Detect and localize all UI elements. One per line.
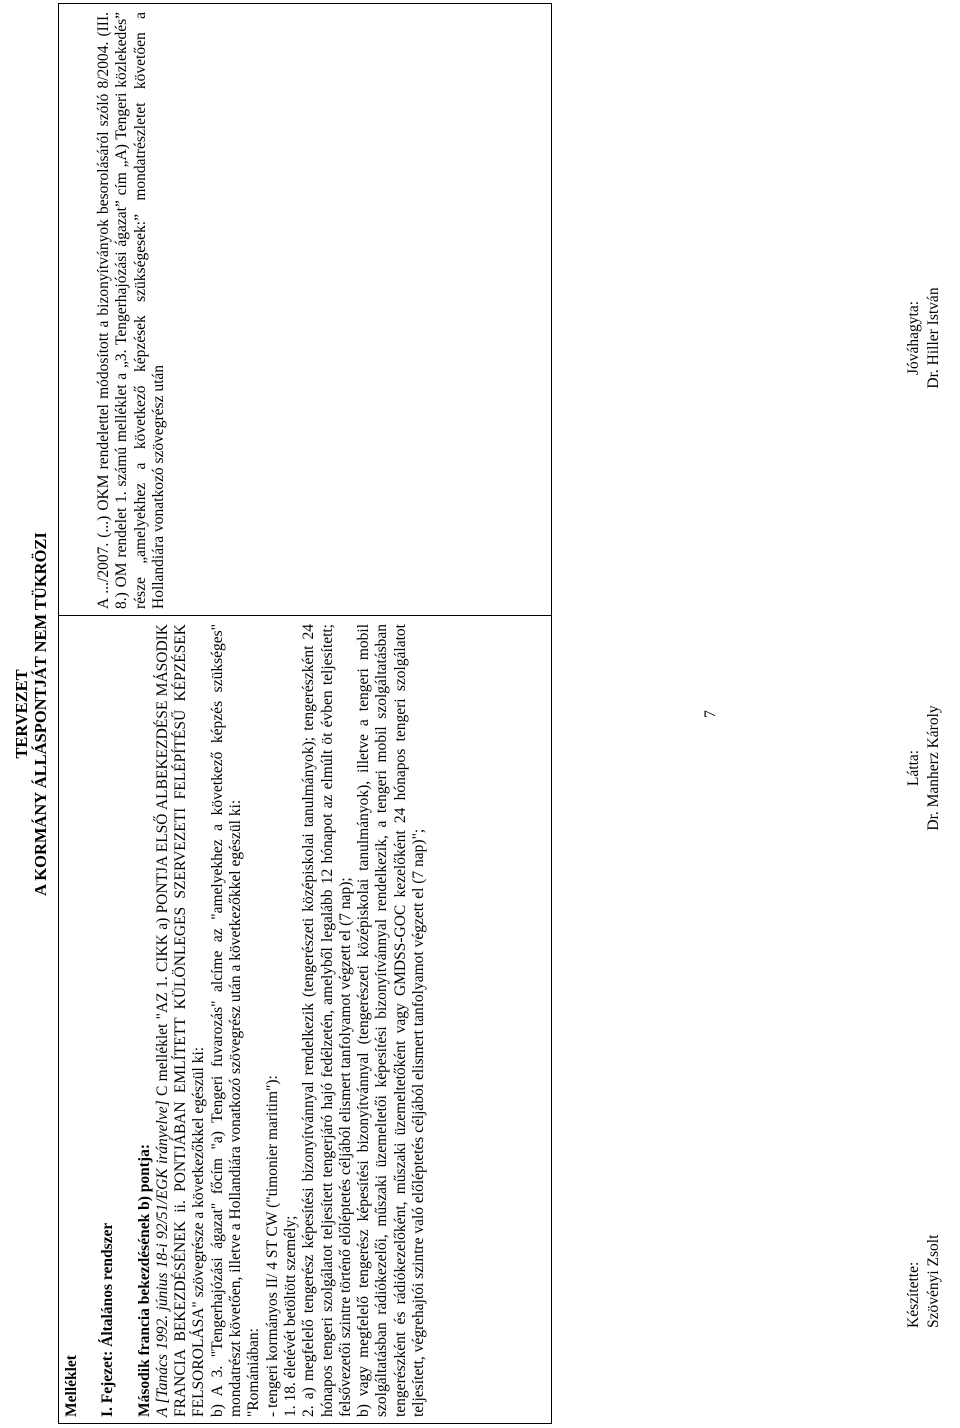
paragraph-age: 1. 18. életévét betöltött személy;: [281, 1215, 299, 1417]
comparison-table: [58, 3, 552, 1424]
paragraph-condition-b: b) vagy megfelelő tengerész képesítési bizonyítvánnyal (tengerészeti középiskolai tanulmányok), illetve a tengeri mobil szolgáltatásban rádiókezelői, műszaki üzemeltetői képesítési bizonyítvánnyal rendelkezik, a tengeri mobil szolgáltatásban tengerészként és rádiókezelőként, műszaki üzemeltetőként vagy GMDSS-GOC kezelőként 24 hónapos tengeri szolgálatot teljesített, végrehajtói szintre való előléptetés céljából elismert tanfolyamot végzett el (7 nap)";: [355, 624, 428, 1417]
paragraph-directive: [154, 624, 209, 1417]
paragraph-romania: "Romániában:: [245, 1328, 263, 1417]
paragraph-condition-a: 2. a) megfelelő tengerész képesítési bizonyítvánnyal rendelkezik (tengerészeti középiskolai tanulmányok); tengerészként 24 hónapos tengeri szolgálatot teljesített tengerjáró hajó fedélzetén, amelyből legalább 12 hónapot az elmúlt öt évben teljesített; felsővezetői szintre történő előléptetés céljából elismert tanfolyamot végzett el (7 nap);: [300, 624, 354, 1417]
right-column: [59, 2, 551, 615]
directive-text: C melléklet "AZ 1. CIKK a) PONTJA ELSŐ ALBEKEZDÉSE MÁSODIK FRANCIA BEKEZDÉSÉNEK ii. PONTJÁBAN EMLÍTETT KÜLÖNLEGES SZERVEZETI FELÉPÍTÉSŰ KÉPZÉSEK FELSOROLÁSA" szövegrésze a következőkkel egészül ki:: [153, 623, 208, 1417]
signature-approved: [904, 253, 943, 423]
signature-approved-label: Jóváhagyta:: [905, 300, 922, 376]
header-draft-label: TERVEZET: [12, 669, 31, 759]
section-title: Második francia bekezdésének b) pontja:: [135, 1144, 153, 1417]
annex-title: Melléklet: [63, 1355, 80, 1417]
page-number: 7: [702, 710, 719, 718]
signature-prepared-label: Készítette:: [905, 1261, 922, 1328]
signature-prepared-name: Szövényi Zsolt: [924, 1234, 942, 1328]
paragraph-amendment: b) A 3. "Tengerhajózási ágazat" főcím "a) Tengeri fuvarozás" alcíme az "amelyekhez a következő képzés szükséges" mondatrészt követően, illetve a Hollandiára vonatkozó szövegrész után a következőkkel egészül ki:: [208, 624, 245, 1417]
chapter-title: I. Fejezet: Általános rendszer: [99, 1222, 117, 1417]
signature-prepared: [904, 1158, 943, 1328]
signature-seen: [904, 648, 943, 888]
header-disclaimer: A KORMÁNY ÁLLÁSPONTJÁT NEM TÜKRÖZI: [31, 532, 50, 896]
right-column-text: A .../2007. (...) OKM rendelettel módosított a bizonyítványok besorolásáról szóló 8/2004. (III. 8.) OM rendelet 1. számú melléklet a „3. Tengerhajózási ágazat” cím „A) Tengeri közlekedés” része „amelyekhez a következő képzések szükségesek:” mondatrészletet követően a Hollandiára vonatkozó szövegrész után: [95, 12, 167, 609]
signature-seen-name: Dr. Manherz Károly: [924, 705, 942, 831]
signature-approved-name: Dr. Hiller István: [924, 287, 942, 389]
document-header: [12, 0, 50, 1428]
signature-seen-label: Látta:: [905, 749, 922, 787]
directive-reference: A [Tanács 1992. június 18-i 92/51/EGK irányelve]: [153, 1100, 171, 1417]
paragraph-helmsman: - tengeri kormányos II/ 4 ST CW ("timonier maritim"):: [263, 1075, 281, 1417]
left-column: [59, 615, 551, 1423]
